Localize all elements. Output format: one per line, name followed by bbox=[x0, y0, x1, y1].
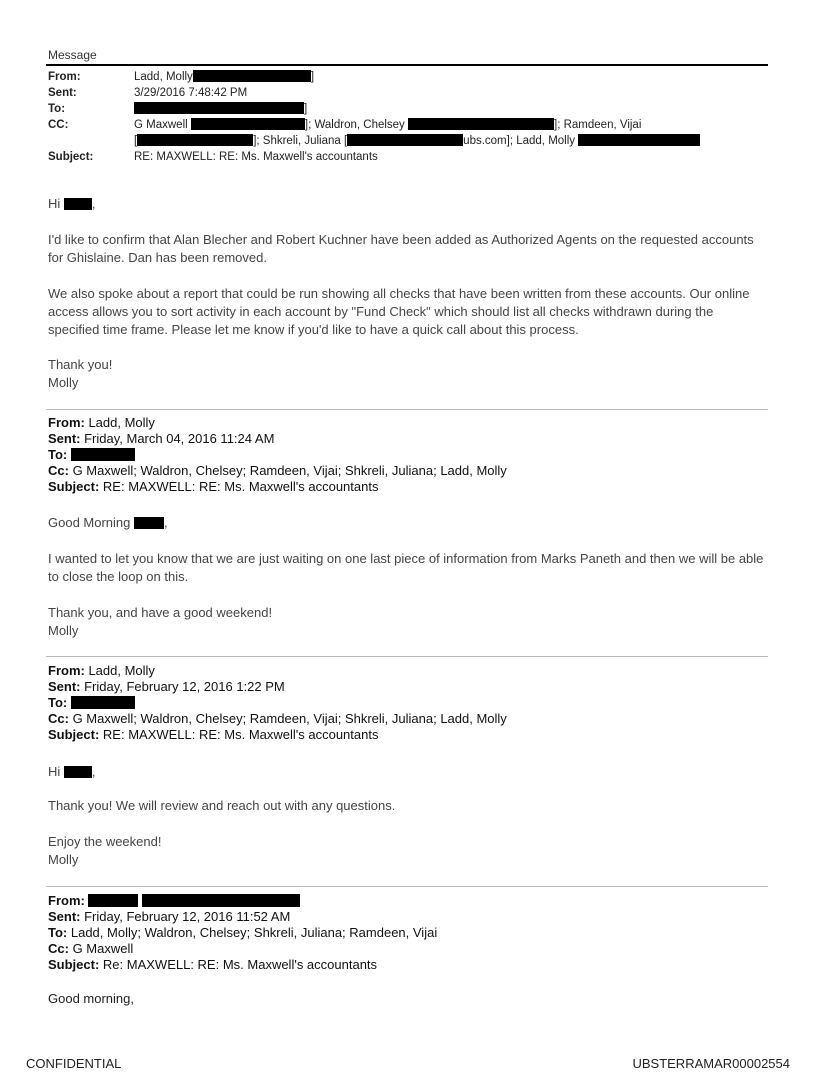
redaction-bar bbox=[88, 894, 138, 907]
cc-name: ubs.com]; Ladd, Molly bbox=[463, 135, 576, 147]
from-label: From: bbox=[48, 71, 81, 83]
to-label: To: bbox=[48, 447, 68, 462]
email3-cc bbox=[48, 711, 507, 727]
to-value: Ladd, Molly; Waldron, Chelsey; Shkreli, Juliana; Ramdeen, Vijai bbox=[67, 925, 438, 940]
redaction-bar bbox=[408, 118, 554, 130]
cc-value: G Maxwell; Waldron, Chelsey; Ramdeen, Vijai; Shkreli, Juliana; Ladd, Molly bbox=[68, 711, 507, 726]
message-label: Message bbox=[48, 48, 97, 62]
email4-sent bbox=[48, 909, 290, 925]
footer-confidential: CONFIDENTIAL bbox=[26, 1056, 122, 1071]
email1-paragraph-1: I'd like to confirm that Alan Blecher and Robert Kuchner have been added as Authorized Agents on the requested accounts for Ghislaine. Dan has been removed. bbox=[48, 232, 754, 265]
email2-closing: Thank you, and have a good weekend! bbox=[48, 605, 273, 620]
cc-label: Cc: bbox=[48, 941, 69, 956]
subject-label: Subject: bbox=[48, 479, 100, 494]
email3-greeting: Hi , bbox=[48, 764, 96, 779]
redaction-bar bbox=[191, 118, 305, 130]
email3-from bbox=[48, 663, 155, 679]
subject-value: Re: MAXWELL: RE: Ms. Maxwell's accountants bbox=[99, 957, 378, 972]
header-divider bbox=[46, 64, 768, 66]
to-label: To: bbox=[48, 103, 66, 115]
email3-subject bbox=[48, 727, 378, 743]
sent-value: Friday, February 12, 2016 11:52 AM bbox=[80, 909, 291, 924]
redaction-bar bbox=[137, 134, 253, 146]
redaction-bar bbox=[193, 70, 311, 82]
cc-value: G Maxwell bbox=[68, 941, 134, 956]
email1-greeting: Hi , bbox=[48, 196, 96, 211]
email4-greeting: Good morning, bbox=[48, 991, 134, 1006]
sent-value: 3/29/2016 7:48:42 PM bbox=[134, 87, 248, 99]
email2-cc bbox=[48, 463, 507, 479]
header-subject-row bbox=[48, 149, 768, 165]
redaction-bar bbox=[71, 696, 135, 709]
quote-divider bbox=[46, 886, 768, 887]
quote-divider bbox=[46, 409, 768, 410]
cc-value-line1 bbox=[134, 117, 641, 133]
redaction-bar bbox=[64, 766, 92, 778]
redaction-bar bbox=[134, 102, 304, 114]
email1-paragraph-2: We also spoke about a report that could be run showing all checks that have been written from these accounts. Our online access allows you to sort activity in each account by "Fund Check" which should list all checks withdrawn during the specified time frame. Please let me know if you'd like to have a quick call about this process. bbox=[48, 286, 750, 337]
email4-from bbox=[48, 893, 300, 909]
header-cc-row bbox=[48, 117, 768, 133]
email4-subject bbox=[48, 957, 377, 973]
from-value: Ladd, Molly bbox=[84, 663, 155, 678]
header-sent-row bbox=[48, 85, 768, 101]
email3-paragraph-1: Thank you! We will review and reach out with any questions. bbox=[48, 798, 396, 813]
email3-to bbox=[48, 695, 135, 711]
from-value: Ladd, Molly bbox=[84, 415, 155, 430]
email3-signature: Molly bbox=[48, 852, 79, 867]
greeting-text: Hi bbox=[48, 764, 61, 779]
from-label: From: bbox=[48, 893, 85, 908]
cc-label: Cc: bbox=[48, 463, 69, 478]
email4-cc bbox=[48, 941, 133, 957]
redaction-bar bbox=[142, 894, 300, 907]
redaction-bar bbox=[134, 517, 164, 529]
email2-greeting: Good Morning , bbox=[48, 515, 168, 530]
subject-value: RE: MAXWELL: RE: Ms. Maxwell's accountants bbox=[134, 151, 378, 163]
cc-name: G Maxwell bbox=[134, 119, 188, 131]
header-from-row bbox=[48, 69, 768, 85]
cc-name: ]; Ramdeen, Vijai bbox=[554, 119, 642, 131]
from-name: Ladd, Molly bbox=[134, 71, 193, 83]
footer-bates-number: UBSTERRAMAR00002554 bbox=[632, 1056, 790, 1071]
sent-label: Sent: bbox=[48, 679, 81, 694]
subject-label: Subject: bbox=[48, 957, 100, 972]
email1-signature: Molly bbox=[48, 375, 79, 390]
header-to-row bbox=[48, 101, 768, 117]
to-label: To: bbox=[48, 695, 68, 710]
email3-sent bbox=[48, 679, 285, 695]
email2-to bbox=[48, 447, 135, 463]
email2-from bbox=[48, 415, 155, 431]
cc-label: Cc: bbox=[48, 711, 69, 726]
subject-label: Subject: bbox=[48, 151, 94, 163]
cc-name: ]; Waldron, Chelsey bbox=[304, 119, 405, 131]
from-label: From: bbox=[48, 415, 85, 430]
greeting-text: Good Morning bbox=[48, 515, 131, 530]
subject-label: Subject: bbox=[48, 727, 100, 742]
cc-label: CC: bbox=[48, 119, 69, 131]
subject-value: RE: MAXWELL: RE: Ms. Maxwell's accountants bbox=[99, 727, 379, 742]
to-label: To: bbox=[48, 925, 68, 940]
cc-value: G Maxwell; Waldron, Chelsey; Ramdeen, Vijai; Shkreli, Juliana; Ladd, Molly bbox=[68, 463, 507, 478]
sent-label: Sent: bbox=[48, 431, 81, 446]
sent-value: Friday, March 04, 2016 11:24 AM bbox=[80, 431, 275, 446]
redaction-bar bbox=[64, 198, 92, 210]
quote-divider bbox=[46, 656, 768, 657]
email2-sent bbox=[48, 431, 274, 447]
email3-closing: Enjoy the weekend! bbox=[48, 834, 162, 849]
redaction-bar bbox=[347, 134, 463, 146]
header-cc-row-2 bbox=[48, 133, 768, 149]
email2-paragraph-1: I wanted to let you know that we are just waiting on one last piece of information from Marks Paneth and then we will be able to close the loop on this. bbox=[48, 551, 764, 584]
email1-closing: Thank you! bbox=[48, 357, 113, 372]
email2-signature: Molly bbox=[48, 623, 79, 638]
sent-label: Sent: bbox=[48, 87, 77, 99]
email4-to bbox=[48, 925, 437, 941]
sent-label: Sent: bbox=[48, 909, 81, 924]
to-value: ] bbox=[134, 101, 307, 117]
greeting-text: Hi bbox=[48, 196, 61, 211]
cc-name: ]; Shkreli, Juliana [ bbox=[253, 135, 348, 147]
sent-value: Friday, February 12, 2016 1:22 PM bbox=[80, 679, 285, 694]
redaction-bar bbox=[71, 448, 135, 461]
email2-subject bbox=[48, 479, 378, 495]
redaction-bar bbox=[578, 134, 700, 146]
cc-value-line2: [ ]; Shkreli, Juliana [ ubs.com]; Ladd, Molly bbox=[134, 133, 700, 149]
subject-value: RE: MAXWELL: RE: Ms. Maxwell's accountants bbox=[99, 479, 379, 494]
from-label: From: bbox=[48, 663, 85, 678]
from-value: Ladd, Molly ] bbox=[134, 71, 315, 83]
